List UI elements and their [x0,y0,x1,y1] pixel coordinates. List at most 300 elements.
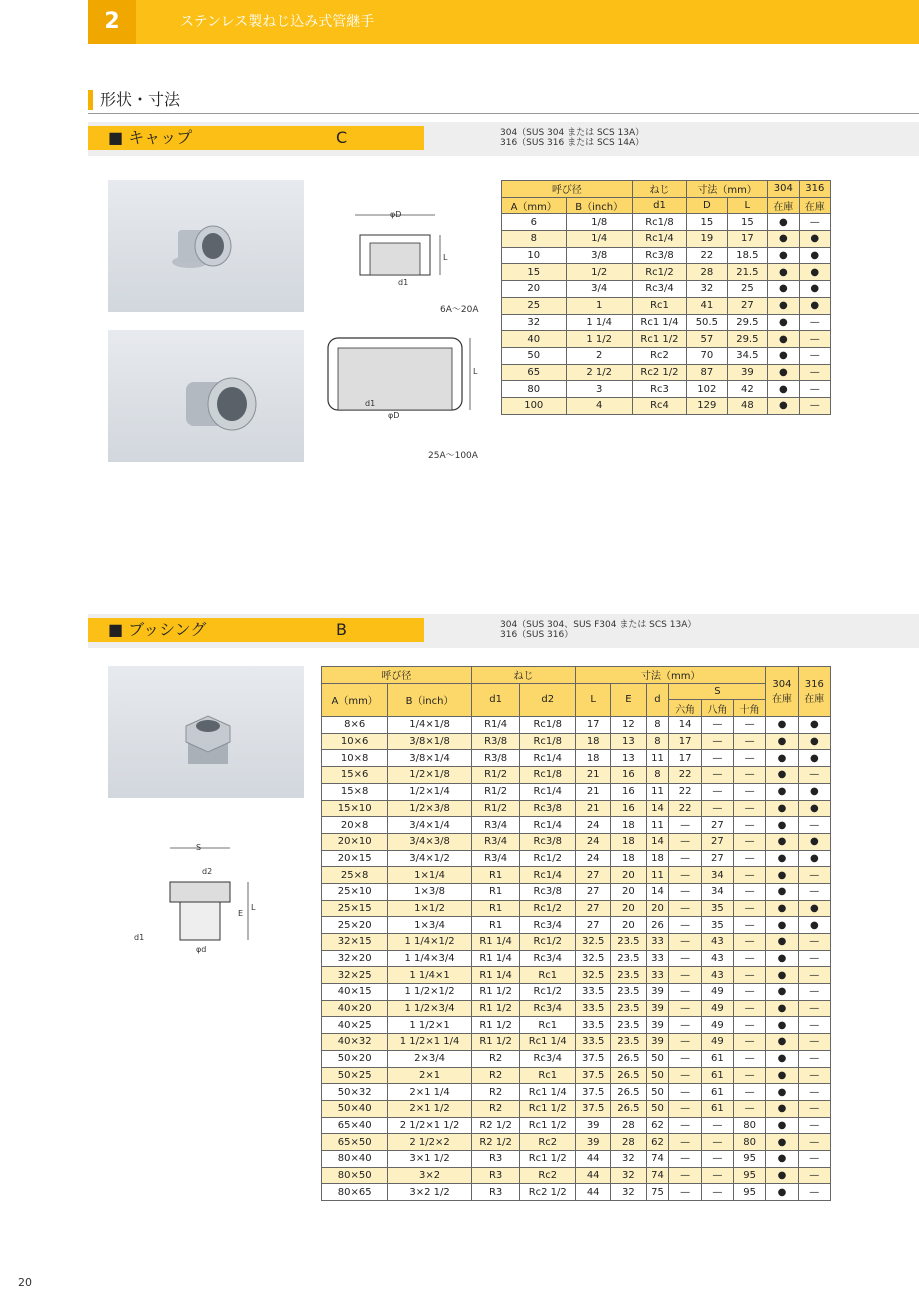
bushing-table-cell: 25×10 [322,883,388,900]
bushing-table-cell: — [798,767,830,784]
cap-table-cell: — [799,331,830,348]
bushing-table-cell: ● [798,917,830,934]
cap-small-range: 6A～20A [440,305,479,315]
cap-table-cell: 65 [502,364,567,381]
bushing-table-cell: 2×3/4 [388,1050,472,1067]
bushing-table-cell: R2 [471,1067,520,1084]
chapter-title: ステンレス製ねじ込み式管継手 [180,14,375,30]
bushing-table-cell: 14 [646,883,669,900]
bushing-table-cell: 26.5 [611,1067,646,1084]
bushing-table-cell: 43 [701,934,733,951]
bushing-table-cell: R1 1/4 [471,950,520,967]
bushing-table-cell: 35 [701,917,733,934]
bushing-table-cell: 24 [576,850,611,867]
bushing-table-cell: — [669,1050,701,1067]
bushing-table-cell: — [669,1084,701,1101]
cap-table-cell: 18.5 [727,247,768,264]
cap-table-cell: — [799,214,830,231]
cap-table-cell: ● [768,231,799,248]
bushing-table-row [322,900,831,917]
bushing-table-cell: 22 [669,800,701,817]
bushing-table-cell: 49 [701,1000,733,1017]
bushing-table-cell: 49 [701,984,733,1001]
bushing-table-cell: 10×6 [322,733,388,750]
cap-material-304: 304（SUS 304 または SCS 13A） [500,128,645,138]
bushing-table-cell: 65×40 [322,1117,388,1134]
bushing-table-cell: 50×32 [322,1084,388,1101]
bushing-table-cell: — [798,1050,830,1067]
bushing-table-cell: — [669,934,701,951]
cap-table-cell: 20 [502,281,567,298]
cap-table-cell: ● [768,364,799,381]
bushing-table-cell: — [798,950,830,967]
cap-table-cell: 8 [502,231,567,248]
cap-table-cell: ● [768,314,799,331]
cap-large-d1-label: d1 [365,399,376,408]
cap-large-phiD-label: φD [388,411,400,420]
cap-code: C [336,128,348,147]
cap-table-cell: 57 [687,331,728,348]
bushing-table-cell: 95 [734,1184,766,1201]
bushing-table-cell: 11 [646,750,669,767]
bushing-table-cell: ● [798,833,830,850]
bush-th-hex: 六角 [669,700,701,717]
bush-th-d1: d1 [471,683,520,716]
bushing-table-cell: 27 [701,817,733,834]
bushing-table-cell: 32×20 [322,950,388,967]
bushing-table-cell: Rc1/4 [520,817,576,834]
bushing-table-cell: ● [766,717,798,734]
bush-th-oct: 八角 [701,700,733,717]
bushing-photo [108,666,304,798]
bushing-table-cell: ● [766,867,798,884]
bushing-table-cell: — [701,1150,733,1167]
bushing-table-cell: — [701,783,733,800]
bushing-table-cell: 35 [701,900,733,917]
cap-th-316: 316 [799,181,830,198]
bushing-table-cell: ● [766,1150,798,1167]
bushing-table-cell: 23.5 [611,934,646,951]
bushing-table-cell: 1/4×1/8 [388,717,472,734]
section-marker [88,90,93,110]
bushing-table-cell: ● [766,1134,798,1151]
bushing-table-cell: Rc1 [520,967,576,984]
bushing-table-cell: 25×15 [322,900,388,917]
bushing-table-row [322,950,831,967]
bushing-table-cell: 16 [611,767,646,784]
cap-table-cell: — [799,347,830,364]
bushing-table-cell: 95 [734,1150,766,1167]
bushing-table-cell: ● [766,1034,798,1051]
cap-table-row [502,364,831,381]
bushing-table-cell: ● [766,1167,798,1184]
bushing-table-cell: 3×1 1/2 [388,1150,472,1167]
bushing-table-cell: 20 [611,900,646,917]
bushing-table-cell: 40×15 [322,984,388,1001]
bushing-table-cell: R1 1/4 [471,934,520,951]
bushing-table-cell: R2 [471,1050,520,1067]
bushing-table-cell: 37.5 [576,1100,611,1117]
cap-table-cell: ● [799,247,830,264]
bushing-table-row [322,984,831,1001]
bushing-table-cell: 16 [611,783,646,800]
cap-table-cell: 1 1/4 [566,314,632,331]
cap-table-cell: 1/4 [566,231,632,248]
bushing-table-cell: — [734,867,766,884]
bushing-d1-label: d1 [134,933,145,942]
bushing-table-cell: — [798,934,830,951]
cap-table-cell: Rc3/8 [632,247,686,264]
bushing-table-cell: — [734,1084,766,1101]
bushing-table-cell: 27 [576,867,611,884]
bush-th-neji: ねじ [471,667,575,684]
bushing-table-cell: — [669,817,701,834]
cap-table-cell: 2 [566,347,632,364]
bushing-table-cell: 49 [701,1017,733,1034]
bushing-table-cell: 26.5 [611,1050,646,1067]
bushing-table-cell: ● [766,1050,798,1067]
bushing-table-cell: 39 [646,1034,669,1051]
bushing-table-cell: Rc1/2 [520,984,576,1001]
bushing-table-cell: 8×6 [322,717,388,734]
cap-table-cell: ● [768,247,799,264]
bushing-table-cell: 23.5 [611,1017,646,1034]
bushing-table-cell: 21 [576,800,611,817]
bushing-table-row [322,1050,831,1067]
bushing-table-cell: 13 [611,750,646,767]
bushing-table-cell: — [734,783,766,800]
bushing-table-row [322,1067,831,1084]
bushing-E-label: E [238,909,244,918]
cap-table-cell: 19 [687,231,728,248]
bushing-table-cell: Rc1/4 [520,783,576,800]
cap-table-cell: ● [768,281,799,298]
bushing-table-cell: R3/8 [471,733,520,750]
bushing-table-cell: 33 [646,967,669,984]
bushing-table-cell: — [734,750,766,767]
bushing-table-cell: 39 [646,984,669,1001]
cap-table-cell: 80 [502,381,567,398]
bushing-table-cell: — [669,850,701,867]
bushing-table-cell: 39 [576,1117,611,1134]
bushing-table-cell: Rc1/2 [520,850,576,867]
cap-material-316: 316（SUS 316 または SCS 14A） [500,138,645,148]
cap-table-cell: 1/8 [566,214,632,231]
bushing-table-row [322,1117,831,1134]
bushing-table-cell: 16 [611,800,646,817]
bushing-table-cell: 1 1/4×1 [388,967,472,984]
bushing-table-cell: 1 1/2×1/2 [388,984,472,1001]
bushing-table-cell: — [734,833,766,850]
bushing-table-cell: ● [766,1000,798,1017]
cap-name: ■ キャップ [108,128,193,147]
section-title: 形状・寸法 [100,90,181,109]
cap-table-cell: Rc2 1/2 [632,364,686,381]
bushing-table-cell: ● [766,967,798,984]
bushing-table-cell: 21 [576,767,611,784]
cap-table-cell: 50.5 [687,314,728,331]
cap-table-cell: 15 [727,214,768,231]
cap-table-cell: 1/2 [566,264,632,281]
cap-table-cell: 1 1/2 [566,331,632,348]
bushing-table-cell: — [701,1184,733,1201]
bushing-table-cell: 2×1 1/2 [388,1100,472,1117]
bushing-table-cell: 23.5 [611,1034,646,1051]
bushing-table-cell: ● [798,850,830,867]
bushing-table-cell: 1 1/2×1 1/4 [388,1034,472,1051]
bushing-table-cell: 15×8 [322,783,388,800]
bushing-table-cell: Rc3/8 [520,883,576,900]
bushing-table-cell: — [701,733,733,750]
bushing-table-cell: 32.5 [576,950,611,967]
bushing-table-cell: — [798,1184,830,1201]
bushing-table-cell: Rc1 1/4 [520,1084,576,1101]
bushing-S-label: S [196,843,202,852]
bushing-table-cell: 80×65 [322,1184,388,1201]
bushing-table-cell: 1×3/8 [388,883,472,900]
cap-table-row [502,314,831,331]
bushing-table-cell: — [798,1017,830,1034]
bushing-table-cell: 50 [646,1084,669,1101]
cap-table-cell: 34.5 [727,347,768,364]
bushing-table-cell: 37.5 [576,1050,611,1067]
bushing-table-cell: R1 1/2 [471,984,520,1001]
bushing-materials [500,620,696,640]
cap-table-cell: Rc4 [632,397,686,414]
cap-large-L-label: L [473,367,478,376]
bushing-table-cell: R3/4 [471,833,520,850]
cap-table-cell: 3/4 [566,281,632,298]
bushing-table-cell: 33.5 [576,984,611,1001]
cap-table-cell: 129 [687,397,728,414]
bushing-table-cell: R1/2 [471,767,520,784]
bushing-table-cell: — [734,817,766,834]
bushing-table-cell: 2 1/2×2 [388,1134,472,1151]
section-heading [88,88,919,114]
bushing-table-cell: — [669,1017,701,1034]
bushing-table-row [322,1100,831,1117]
cap-table-row [502,381,831,398]
bushing-table-cell: 27 [576,917,611,934]
cap-table-cell: ● [768,297,799,314]
cap-table-cell: ● [799,297,830,314]
bushing-table-cell: 50×40 [322,1100,388,1117]
bushing-table-cell: R3/4 [471,817,520,834]
bushing-table-row [322,850,831,867]
cap-band [88,122,919,156]
bushing-table-cell: ● [766,1017,798,1034]
bushing-table-cell: ● [766,984,798,1001]
bush-th-yobikei: 呼び径 [322,667,472,684]
bushing-table-row [322,1150,831,1167]
cap-table-cell: ● [768,331,799,348]
bushing-table-cell: — [798,1034,830,1051]
cap-table-cell: ● [799,264,830,281]
bushing-table-cell: 44 [576,1150,611,1167]
cap-table-cell: ● [799,281,830,298]
cap-materials [500,128,644,148]
bushing-table-cell: — [669,917,701,934]
cap-table-cell: 32 [502,314,567,331]
bushing-table-cell: ● [798,717,830,734]
bushing-table-cell: 3/4×3/8 [388,833,472,850]
bushing-table-cell: — [734,883,766,900]
bushing-table-cell: — [734,733,766,750]
cap-table-cell: 25 [502,297,567,314]
bushing-dimension-table [321,666,831,1201]
bushing-table-row [322,967,831,984]
bushing-table-cell: — [734,917,766,934]
bushing-table-cell: 1×1/2 [388,900,472,917]
bushing-code: B [336,620,347,639]
bush-th-b: B（inch） [388,683,472,716]
cap-table-cell: 17 [727,231,768,248]
bushing-table-cell: R3/8 [471,750,520,767]
bushing-table-cell: R3 [471,1167,520,1184]
bushing-table-cell: Rc1 1/4 [520,1034,576,1051]
bushing-table-cell: 18 [646,850,669,867]
bushing-table-cell: 50 [646,1050,669,1067]
bushing-table-cell: ● [798,783,830,800]
bushing-table-cell: — [734,900,766,917]
bushing-table-cell: — [734,950,766,967]
cap-table-cell: — [799,397,830,414]
bushing-material-316: 316（SUS 316） [500,630,574,640]
bushing-table-cell: — [734,1067,766,1084]
bush-th-d2: d2 [520,683,576,716]
cap-large-image [108,330,304,462]
cap-table-cell: 48 [727,397,768,414]
bushing-table-cell: 33 [646,950,669,967]
bushing-table-cell: 25×20 [322,917,388,934]
cap-small-drawing [340,205,450,285]
bushing-table-cell: ● [766,783,798,800]
bushing-table-cell: 12 [611,717,646,734]
bushing-table-cell: — [734,850,766,867]
bushing-table-cell: 11 [646,817,669,834]
bushing-table-cell: ● [766,950,798,967]
bushing-table-cell: Rc1 [520,1017,576,1034]
bushing-table-cell: 1 1/4×3/4 [388,950,472,967]
bushing-table-cell: ● [766,1117,798,1134]
cap-table-cell: 32 [687,281,728,298]
bushing-table-cell: 75 [646,1184,669,1201]
cap-table-row [502,397,831,414]
bushing-table-cell: 20 [611,867,646,884]
bushing-table-row [322,934,831,951]
bushing-table-cell: — [669,984,701,1001]
bushing-table-cell: Rc1/8 [520,767,576,784]
cap-th-304: 304 [768,181,799,198]
bushing-table-cell: — [798,1067,830,1084]
bushing-table-cell: — [701,1117,733,1134]
cap-th-yobikei: 呼び径 [502,181,633,198]
cap-th-sunpou: 寸法（mm） [687,181,768,198]
bushing-table-cell: 43 [701,950,733,967]
cap-table-row [502,331,831,348]
bushing-table-cell: — [669,1150,701,1167]
bushing-table-cell: R1 [471,867,520,884]
bushing-table-cell: — [734,1100,766,1117]
bushing-L-label: L [251,903,256,912]
chapter-number: 2 [88,0,136,44]
bushing-table-cell: 8 [646,717,669,734]
bushing-table-cell: — [798,967,830,984]
bushing-table-cell: 39 [646,1017,669,1034]
cap-table-cell: 29.5 [727,331,768,348]
bushing-table-row [322,800,831,817]
bushing-table-cell: 1×3/4 [388,917,472,934]
bushing-table-cell: 34 [701,883,733,900]
bushing-table-cell: 26 [646,917,669,934]
bushing-table-cell: 23.5 [611,967,646,984]
bushing-table-cell: 40×25 [322,1017,388,1034]
bushing-table-cell: 28 [611,1117,646,1134]
bushing-table-cell: 1 1/2×1 [388,1017,472,1034]
bush-th-304: 304 在庫 [766,667,798,717]
cap-table-row [502,297,831,314]
cap-table-cell: 102 [687,381,728,398]
bushing-table-cell: 18 [576,750,611,767]
bushing-table-cell: 37.5 [576,1084,611,1101]
cap-table-cell: 87 [687,364,728,381]
cap-table-row [502,264,831,281]
bushing-table-cell: 10×8 [322,750,388,767]
bushing-table-row [322,1184,831,1201]
bushing-table-cell: ● [766,833,798,850]
cap-table-cell: ● [799,231,830,248]
bushing-table-row [322,833,831,850]
bushing-table-cell: 80 [734,1117,766,1134]
bushing-table-cell: — [798,817,830,834]
bushing-phid-label: φd [196,945,207,954]
bushing-table-cell: — [669,867,701,884]
bushing-table-cell: Rc1/2 [520,900,576,917]
bushing-table-cell: — [734,767,766,784]
bushing-table-cell: R3/4 [471,850,520,867]
bushing-table-cell: 22 [669,767,701,784]
bushing-table-cell: 23.5 [611,1000,646,1017]
cap-small-photo [108,180,304,312]
bushing-table-row [322,717,831,734]
cap-table-cell: 42 [727,381,768,398]
bushing-table-cell: 50×25 [322,1067,388,1084]
bushing-table-cell: ● [766,1100,798,1117]
bushing-table-cell: 80×50 [322,1167,388,1184]
bushing-table-cell: Rc2 [520,1167,576,1184]
bushing-table-cell: 32.5 [576,967,611,984]
bushing-table-cell: ● [798,900,830,917]
bushing-table-cell: 27 [576,883,611,900]
bushing-table-cell: — [734,800,766,817]
bushing-table-cell: — [669,900,701,917]
bushing-table-cell: ● [766,733,798,750]
bushing-table-cell: 26.5 [611,1084,646,1101]
bushing-table-cell: 8 [646,767,669,784]
bushing-table-cell: R2 1/2 [471,1134,520,1151]
bushing-table-cell: — [669,883,701,900]
cap-table-row [502,247,831,264]
bushing-table-cell: 2×1 [388,1067,472,1084]
bushing-table-cell: Rc3/8 [520,833,576,850]
bushing-table-row [322,817,831,834]
bushing-table-cell: Rc3/8 [520,800,576,817]
bushing-table-cell: 17 [669,733,701,750]
cap-table-cell: Rc3 [632,381,686,398]
bushing-table-cell: Rc2 [520,1134,576,1151]
cap-large-photo [108,330,304,462]
bushing-table-cell: 49 [701,1034,733,1051]
